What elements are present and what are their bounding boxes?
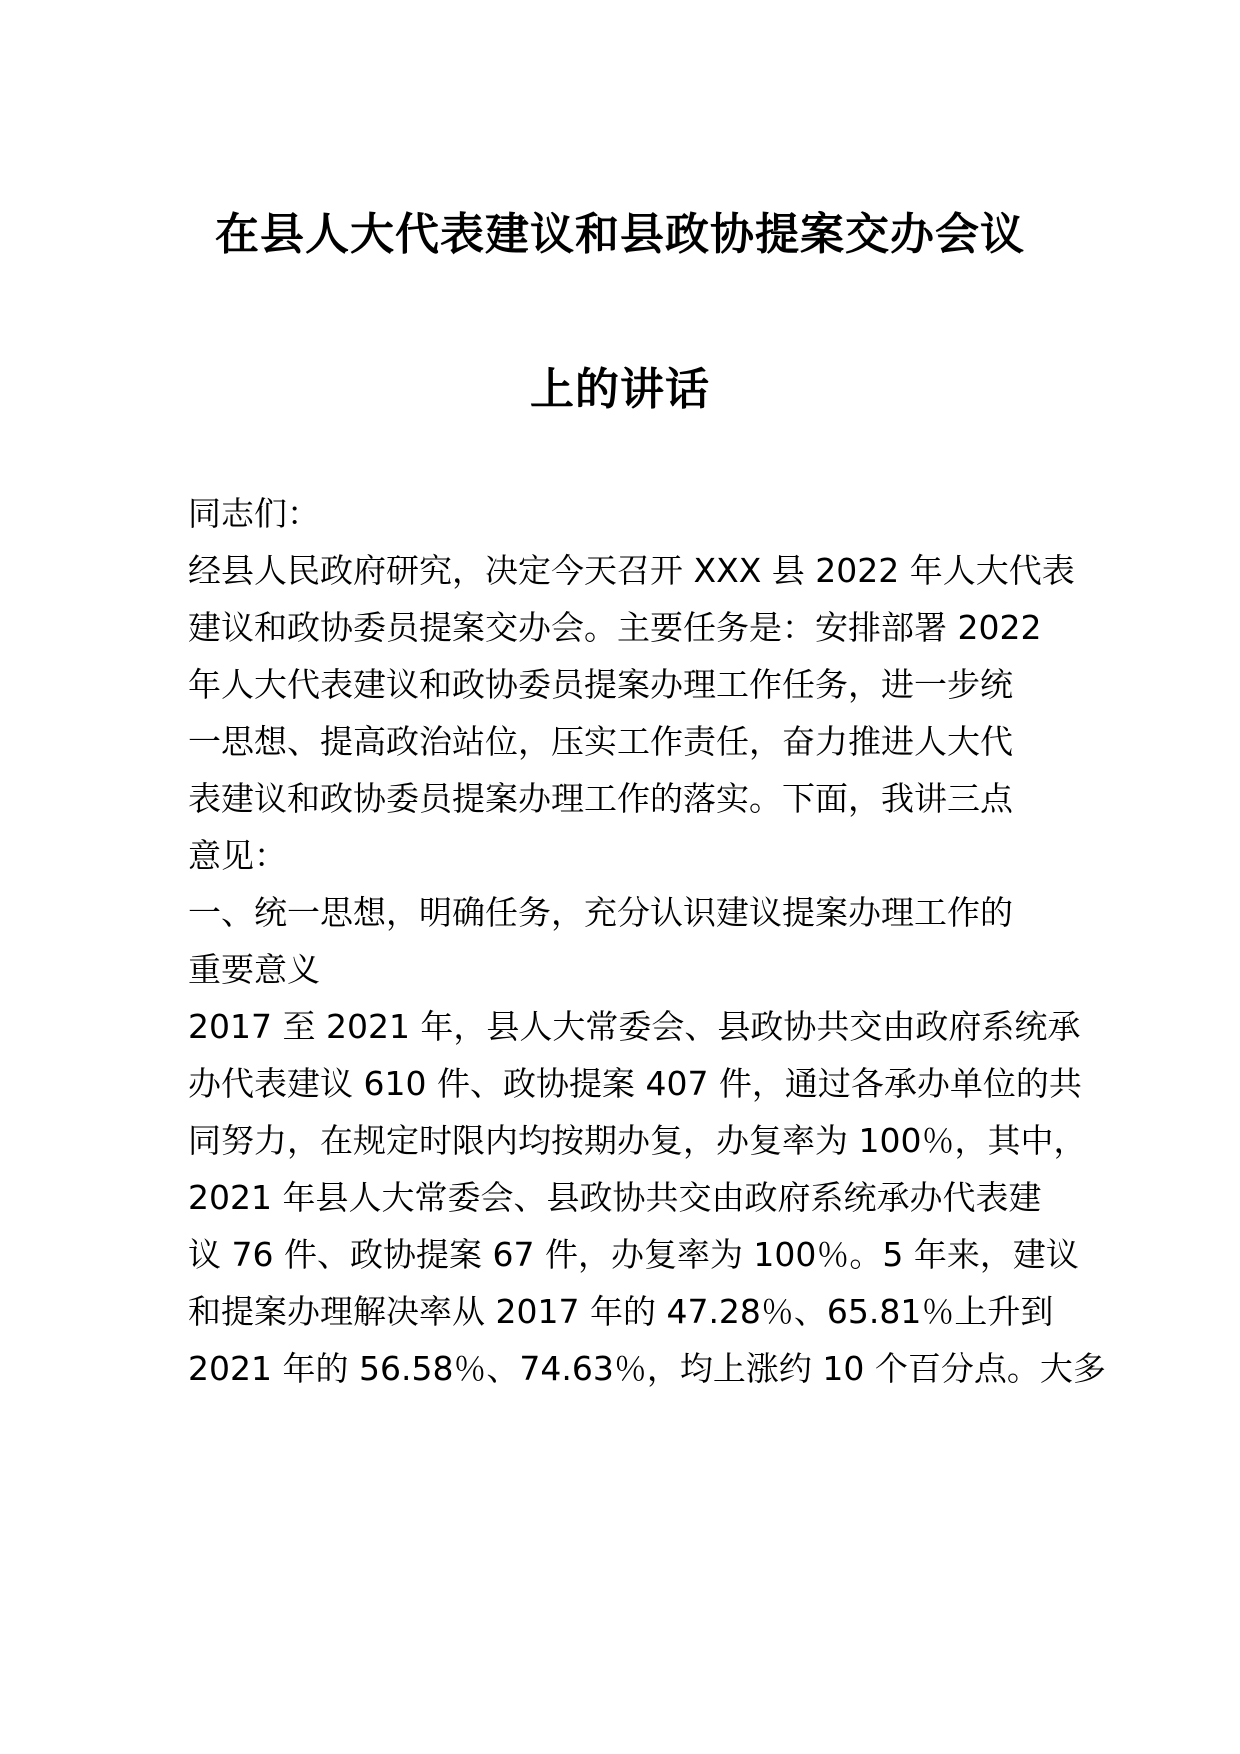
body-line: 表建议和政协委员提案办理工作的落实。下面，我讲三点	[188, 779, 1013, 818]
body-line: 和提案办理解决率从 2017 年的 47.28％、65.81％上升到	[188, 1292, 1054, 1331]
body-line: 建议和政协委员提案交办会。主要任务是：安排部署 2022	[188, 608, 1042, 647]
body-line: 2021 年县人大常委会、县政协共交由政府系统承办代表建	[188, 1178, 1042, 1217]
section-heading-line: 一、统一思想，明确任务，充分认识建议提案办理工作的	[188, 893, 1013, 932]
body-line: 2021 年的 56.58％、74.63％，均上涨约 10 个百分点。大多	[188, 1349, 1106, 1388]
body-line: 同努力，在规定时限内均按期办复，办复率为 100％，其中，	[188, 1121, 1087, 1160]
document-title-line-2: 上的讲话	[530, 364, 710, 415]
body-line: 经县人民政府研究，决定今天召开 XXX 县 2022 年人大代表	[188, 551, 1075, 590]
body-line: 2017 至 2021 年，县人大常委会、县政协共交由政府系统承	[188, 1007, 1081, 1046]
body-line: 办代表建议 610 件、政协提案 407 件，通过各承办单位的共	[188, 1064, 1082, 1103]
body-line: 意见：	[188, 836, 287, 875]
body-line: 议 76 件、政协提案 67 件，办复率为 100％。5 年来，建议	[188, 1235, 1079, 1274]
section-heading-line: 重要意义	[188, 950, 320, 989]
body-line: 同志们：	[188, 494, 320, 533]
document-title-line-1: 在县人大代表建议和县政协提案交办会议	[215, 209, 1025, 260]
body-line: 年人大代表建议和政协委员提案办理工作任务，进一步统	[188, 665, 1013, 704]
body-line: 一思想、提高政治站位，压实工作责任，奋力推进人大代	[188, 722, 1013, 761]
